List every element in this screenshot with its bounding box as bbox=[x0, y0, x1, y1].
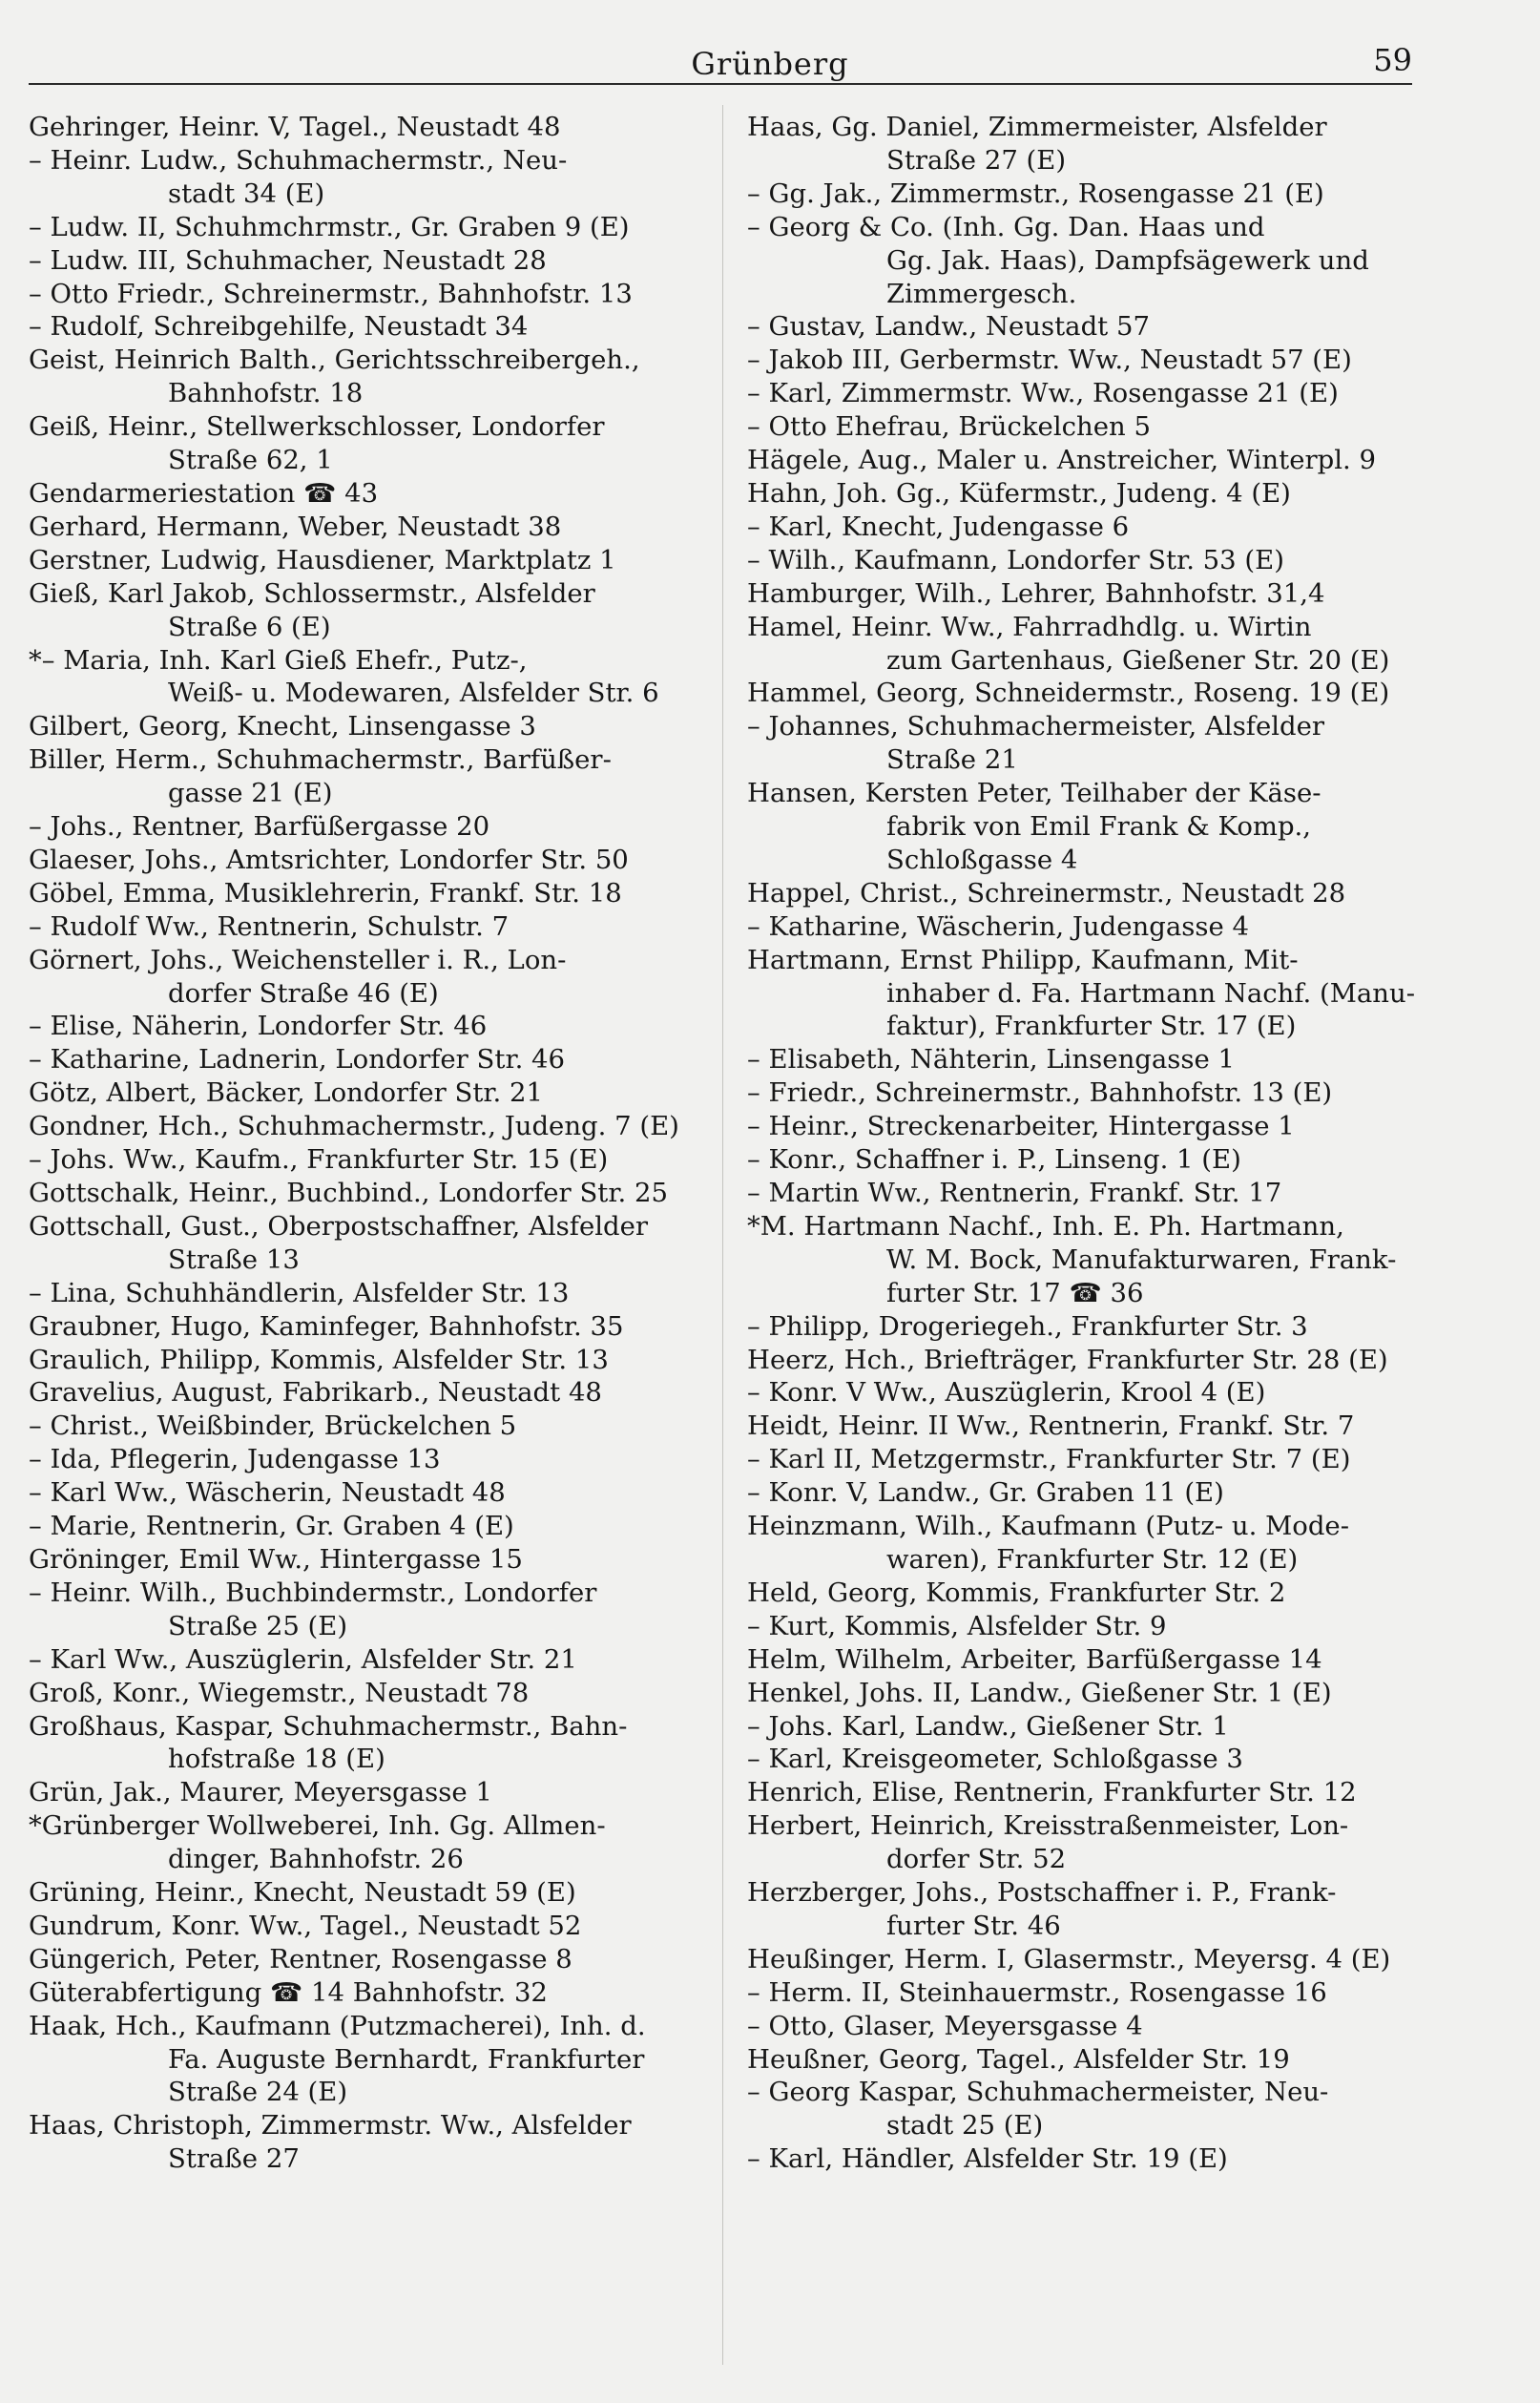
entry-continuation-line: gasse 21 (E) bbox=[168, 778, 333, 809]
entry-line: – Johannes, Schuhmachermeister, Alsfelder bbox=[747, 711, 1325, 742]
entry-line: – Konr. V, Landw., Gr. Graben 11 (E) bbox=[747, 1477, 1224, 1509]
entry-line: Haak, Hch., Kaufmann (Putzmacherei), Inh. d. bbox=[29, 2010, 646, 2041]
directory-entry bbox=[29, 577, 723, 644]
entry-line: – Elise, Näherin, Londorfer Str. 46 bbox=[29, 1011, 488, 1042]
directory-entry bbox=[29, 344, 723, 410]
entry-line: Gendarmeriestation ☎ 43 bbox=[29, 477, 379, 509]
entry-line: Gundrum, Konr. Ww., Tagel., Neustadt 52 bbox=[29, 1910, 582, 1941]
header-rule bbox=[29, 83, 1412, 85]
directory-entry bbox=[747, 1043, 1442, 1076]
directory-entry bbox=[747, 1476, 1442, 1510]
entry-line: – Johs., Rentner, Barfüßergasse 20 bbox=[29, 811, 490, 843]
directory-entry bbox=[747, 877, 1442, 910]
entry-line: – Johs. Ww., Kaufm., Frankfurter Str. 15 (E) bbox=[29, 1144, 609, 1176]
entry-continuation-line: furter Str. 46 bbox=[886, 1910, 1061, 1941]
entry-continuation-line: Straße 24 (E) bbox=[168, 2077, 348, 2108]
entry-line: Geiß, Heinr., Stellwerkschlosser, Londorfer bbox=[29, 411, 605, 443]
directory-entry bbox=[29, 1310, 723, 1344]
directory-entry bbox=[747, 2076, 1442, 2142]
entry-line: Hansen, Kersten Peter, Teilhaber der Käse- bbox=[747, 778, 1321, 809]
directory-entry bbox=[747, 1143, 1442, 1177]
directory-entry bbox=[747, 111, 1442, 178]
entry-line: – Karl Ww., Auszüglerin, Alsfelder Str. 21 bbox=[29, 1643, 577, 1675]
entry-line: Gehringer, Heinr. V, Tagel., Neustadt 48 bbox=[29, 112, 561, 142]
entry-line: Gerstner, Ludwig, Hausdiener, Marktplatz 1 bbox=[29, 544, 616, 575]
directory-entry bbox=[29, 910, 723, 944]
entry-line: Biller, Herm., Schuhmachermstr., Barfüßer- bbox=[29, 744, 612, 776]
entry-line: – Kurt, Kommis, Alsfelder Str. 9 bbox=[747, 1610, 1167, 1641]
entry-line: – Friedr., Schreinermstr., Bahnhofstr. 13 (E) bbox=[747, 1077, 1333, 1109]
directory-entry bbox=[29, 410, 723, 477]
entry-line: – Otto Ehefrau, Brückelchen 5 bbox=[747, 411, 1151, 443]
entry-line: – Philipp, Drogeriegeh., Frankfurter Str. 3 bbox=[747, 1310, 1308, 1342]
directory-entry bbox=[747, 1943, 1442, 1976]
entry-line: – Katharine, Ladnerin, Londorfer Str. 46 bbox=[29, 1044, 566, 1076]
entry-line: – Wilh., Kaufmann, Londorfer Str. 53 (E) bbox=[747, 544, 1284, 575]
entry-line: – Gustav, Landw., Neustadt 57 bbox=[747, 311, 1150, 343]
entry-line: – Rudolf Ww., Rentnerin, Schulstr. 7 bbox=[29, 910, 510, 942]
entry-continuation-line: dinger, Bahnhofstr. 26 bbox=[168, 1844, 464, 1875]
directory-entry bbox=[747, 1376, 1442, 1410]
directory-entry bbox=[29, 844, 723, 877]
entry-continuation-line: Schloßgasse 4 bbox=[886, 844, 1078, 875]
entry-continuation-line: Straße 13 bbox=[168, 1243, 300, 1275]
entry-line: Heußner, Georg, Tagel., Alsfelder Str. 19 bbox=[747, 2043, 1290, 2075]
entry-line: Gravelius, August, Fabrikarb., Neustadt 48 bbox=[29, 1377, 602, 1409]
left-column bbox=[29, 111, 723, 2176]
directory-entry bbox=[29, 1110, 723, 1143]
directory-entry bbox=[29, 1410, 723, 1443]
entry-line: Görnert, Johs., Weichensteller i. R., Lon- bbox=[29, 944, 567, 975]
entry-line: – Karl, Knecht, Judengasse 6 bbox=[747, 511, 1130, 542]
entry-continuation-line: Straße 6 (E) bbox=[168, 611, 331, 642]
entry-line: – Ludw. II, Schuhmchrmstr., Gr. Graben 9 (E) bbox=[29, 211, 630, 242]
directory-entry bbox=[747, 211, 1442, 311]
directory-entry bbox=[29, 1210, 723, 1277]
entry-continuation-line: Zimmergesch. bbox=[886, 278, 1077, 309]
entry-line: Hammel, Georg, Schneidermstr., Roseng. 19 (E) bbox=[747, 678, 1390, 709]
directory-entry bbox=[29, 1910, 723, 1943]
directory-entry bbox=[747, 1677, 1442, 1710]
directory-entry bbox=[29, 1543, 723, 1577]
entry-line: Gondner, Hch., Schuhmachermstr., Judeng. 7 (E) bbox=[29, 1111, 679, 1142]
directory-entry bbox=[747, 1577, 1442, 1610]
directory-entry bbox=[29, 1710, 723, 1777]
directory-entry bbox=[747, 377, 1442, 410]
directory-entry bbox=[747, 310, 1442, 344]
directory-entry bbox=[29, 710, 723, 743]
directory-entry bbox=[747, 710, 1442, 777]
entry-line: Grün, Jak., Maurer, Meyersgasse 1 bbox=[29, 1777, 492, 1808]
directory-entry bbox=[747, 1776, 1442, 1809]
directory-entry bbox=[29, 1177, 723, 1210]
directory-entry bbox=[747, 677, 1442, 710]
entry-line: – Karl Ww., Wäscherin, Neustadt 48 bbox=[29, 1477, 506, 1509]
entry-line: Gröninger, Emil Ww., Hintergasse 15 bbox=[29, 1543, 523, 1575]
entry-line: – Karl II, Metzgermstr., Frankfurter Str. 7 (E) bbox=[747, 1444, 1351, 1475]
entry-continuation-line: Straße 62, 1 bbox=[168, 445, 333, 476]
directory-entry bbox=[29, 944, 723, 1011]
directory-entry bbox=[747, 444, 1442, 477]
entry-line: – Lina, Schuhhändlerin, Alsfelder Str. 13 bbox=[29, 1277, 570, 1308]
directory-entry bbox=[747, 1876, 1442, 1943]
entry-line: Grüning, Heinr., Knecht, Neustadt 59 (E) bbox=[29, 1877, 576, 1909]
directory-entry bbox=[747, 1344, 1442, 1377]
directory-entry bbox=[29, 544, 723, 577]
entry-continuation-line: stadt 34 (E) bbox=[168, 178, 325, 209]
directory-entry bbox=[29, 1010, 723, 1043]
entry-line: Hartmann, Ernst Philipp, Kaufmann, Mit- bbox=[747, 944, 1299, 975]
directory-entry bbox=[29, 743, 723, 810]
page-header bbox=[0, 0, 1540, 95]
entry-line: Henkel, Johs. II, Landw., Gießener Str. 1 (E) bbox=[747, 1677, 1332, 1708]
directory-entry bbox=[747, 1410, 1442, 1443]
entry-line: – Martin Ww., Rentnerin, Frankf. Str. 17 bbox=[747, 1178, 1282, 1208]
directory-entry bbox=[747, 1076, 1442, 1110]
entry-line: Haas, Christoph, Zimmermstr. Ww., Alsfelder bbox=[29, 2110, 632, 2142]
directory-entry bbox=[29, 1476, 723, 1510]
entry-line: Götz, Albert, Bäcker, Londorfer Str. 21 bbox=[29, 1077, 543, 1109]
directory-entry bbox=[747, 1510, 1442, 1577]
entry-line: – Gg. Jak., Zimmermstr., Rosengasse 21 (E) bbox=[747, 178, 1324, 209]
entry-line: Groß, Konr., Wiegemstr., Neustadt 78 bbox=[29, 1677, 530, 1708]
directory-entry bbox=[747, 1443, 1442, 1476]
entry-line: Großhaus, Kaspar, Schuhmachermstr., Bahn- bbox=[29, 1710, 628, 1742]
entry-line: Haas, Gg. Daniel, Zimmermeister, Alsfelder bbox=[747, 112, 1327, 142]
right-column bbox=[747, 111, 1442, 2176]
directory-entry bbox=[747, 1310, 1442, 1344]
entry-line: Gerhard, Hermann, Weber, Neustadt 38 bbox=[29, 511, 562, 542]
directory-entry bbox=[29, 1043, 723, 1076]
directory-entry bbox=[747, 1710, 1442, 1744]
directory-entry bbox=[29, 1876, 723, 1910]
running-title: Grünberg bbox=[691, 46, 849, 82]
directory-entry bbox=[29, 144, 723, 211]
directory-entry bbox=[747, 1643, 1442, 1677]
entry-line: Herzberger, Johs., Postschaffner i. P., Frank- bbox=[747, 1877, 1337, 1909]
entry-line: – Rudolf, Schreibgehilfe, Neustadt 34 bbox=[29, 311, 529, 343]
entry-line: – Konr. V Ww., Auszüglerin, Krool 4 (E) bbox=[747, 1377, 1266, 1409]
entry-line: – Johs. Karl, Landw., Gießener Str. 1 bbox=[747, 1710, 1229, 1742]
entry-line: Güngerich, Peter, Rentner, Rosengasse 8 bbox=[29, 1943, 572, 1975]
directory-entry bbox=[29, 1076, 723, 1110]
entry-line: Gieß, Karl Jakob, Schlossermstr., Alsfelder bbox=[29, 577, 595, 609]
directory-entry bbox=[29, 1143, 723, 1177]
entry-line: – Georg Kaspar, Schuhmachermeister, Neu- bbox=[747, 2077, 1329, 2108]
directory-entry bbox=[29, 477, 723, 511]
entry-continuation-line: furter Str. 17 ☎ 36 bbox=[886, 1277, 1144, 1308]
entry-continuation-line: faktur), Frankfurter Str. 17 (E) bbox=[886, 1011, 1297, 1042]
directory-entry bbox=[747, 1110, 1442, 1143]
entry-line: – Karl, Kreisgeometer, Schloßgasse 3 bbox=[747, 1744, 1243, 1775]
entry-continuation-line: Bahnhofstr. 18 bbox=[168, 378, 364, 409]
entry-continuation-line: fabrik von Emil Frank & Komp., bbox=[886, 811, 1312, 843]
directory-entry bbox=[29, 1776, 723, 1809]
entry-line: – Elisabeth, Nähterin, Linsengasse 1 bbox=[747, 1044, 1236, 1076]
directory-entry bbox=[29, 1344, 723, 1377]
column-divider bbox=[722, 105, 723, 2365]
entry-continuation-line: W. M. Bock, Manufakturwaren, Frank- bbox=[886, 1243, 1397, 1275]
entry-line: Graulich, Philipp, Kommis, Alsfelder Str. 13 bbox=[29, 1344, 609, 1375]
directory-entry bbox=[29, 1376, 723, 1410]
entry-line: *– Maria, Inh. Karl Gieß Ehefr., Putz-, bbox=[29, 644, 528, 676]
entry-line: Heußinger, Herm. I, Glasermstr., Meyersg. 4 (E) bbox=[747, 1943, 1391, 1975]
entry-line: Happel, Christ., Schreinermstr., Neustadt 28 bbox=[747, 877, 1346, 909]
page-number: 59 bbox=[1373, 42, 1412, 78]
directory-entry bbox=[747, 2010, 1442, 2043]
entry-line: *M. Hartmann Nachf., Inh. E. Ph. Hartmann, bbox=[747, 1210, 1344, 1242]
directory-entry bbox=[747, 544, 1442, 577]
directory-entry bbox=[29, 278, 723, 311]
entry-line: – Heinr. Wilh., Buchbindermstr., Londorfer bbox=[29, 1577, 597, 1608]
entry-line: – Heinr. Ludw., Schuhmachermstr., Neu- bbox=[29, 144, 568, 176]
entry-line: Göbel, Emma, Musiklehrerin, Frankf. Str. 18 bbox=[29, 877, 622, 909]
entry-continuation-line: hofstraße 18 (E) bbox=[168, 1744, 385, 1775]
directory-entry bbox=[29, 1943, 723, 1976]
entry-continuation-line: Straße 21 bbox=[886, 744, 1018, 776]
entry-line: – Ludw. III, Schuhmacher, Neustadt 28 bbox=[29, 244, 547, 276]
entry-line: – Konr., Schaffner i. P., Linseng. 1 (E) bbox=[747, 1144, 1241, 1176]
directory-entry bbox=[29, 1976, 723, 2010]
directory-entry bbox=[29, 211, 723, 244]
entry-line: Hamel, Heinr. Ww., Fahrradhdlg. u. Wirtin bbox=[747, 611, 1312, 642]
entry-line: – Karl, Händler, Alsfelder Str. 19 (E) bbox=[747, 2143, 1228, 2175]
directory-entry bbox=[747, 1610, 1442, 1643]
directory-entry bbox=[747, 477, 1442, 511]
entry-line: Hahn, Joh. Gg., Küfermstr., Judeng. 4 (E) bbox=[747, 477, 1291, 509]
entry-line: Graubner, Hugo, Kaminfeger, Bahnhofstr. 35 bbox=[29, 1310, 624, 1342]
directory-entry bbox=[29, 2010, 723, 2110]
entry-line: Held, Georg, Kommis, Frankfurter Str. 2 bbox=[747, 1577, 1286, 1608]
entry-line: – Karl, Zimmermstr. Ww., Rosengasse 21 (E) bbox=[747, 378, 1339, 409]
directory-entry bbox=[747, 910, 1442, 944]
entry-line: Güterabfertigung ☎ 14 Bahnhofstr. 32 bbox=[29, 1976, 548, 2008]
entry-continuation-line: Weiß- u. Modewaren, Alsfelder Str. 6 bbox=[168, 678, 659, 709]
directory-entry bbox=[747, 777, 1442, 877]
directory-entry bbox=[747, 2142, 1442, 2176]
entry-line: – Herm. II, Steinhauermstr., Rosengasse 16 bbox=[747, 1976, 1327, 2008]
directory-entry bbox=[747, 178, 1442, 211]
directory-entry bbox=[29, 1577, 723, 1643]
directory-entry bbox=[29, 1277, 723, 1310]
entry-continuation-line: Straße 27 bbox=[168, 2143, 300, 2175]
entry-line: – Ida, Pflegerin, Judengasse 13 bbox=[29, 1444, 441, 1475]
entry-line: – Georg & Co. (Inh. Gg. Dan. Haas und bbox=[747, 211, 1265, 242]
directory-entry bbox=[747, 944, 1442, 1044]
directory-entry bbox=[747, 1177, 1442, 1210]
directory-entry bbox=[29, 310, 723, 344]
entry-line: Heerz, Hch., Briefträger, Frankfurter Str. 28 (E) bbox=[747, 1344, 1388, 1375]
entry-line: Herbert, Heinrich, Kreisstraßenmeister, Lon- bbox=[747, 1810, 1349, 1842]
directory-entry bbox=[747, 511, 1442, 544]
entry-continuation-line: Fa. Auguste Bernhardt, Frankfurter bbox=[168, 2043, 645, 2075]
directory-entry bbox=[747, 344, 1442, 377]
directory-entry bbox=[747, 1809, 1442, 1876]
entry-line: Geist, Heinrich Balth., Gerichtsschreibergeh., bbox=[29, 345, 640, 376]
entry-line: Henrich, Elise, Rentnerin, Frankfurter Str. 12 bbox=[747, 1777, 1357, 1808]
directory-entry bbox=[29, 1809, 723, 1876]
entry-line: Gottschall, Gust., Oberpostschaffner, Alsfelder bbox=[29, 1210, 649, 1242]
directory-entry bbox=[29, 1643, 723, 1677]
directory-entry bbox=[29, 111, 723, 144]
entry-continuation-line: dorfer Straße 46 (E) bbox=[168, 977, 439, 1009]
entry-line: – Jakob III, Gerbermstr. Ww., Neustadt 57 (E) bbox=[747, 345, 1352, 376]
entry-line: Heidt, Heinr. II Ww., Rentnerin, Frankf. Str. 7 bbox=[747, 1410, 1355, 1442]
directory-entry bbox=[747, 611, 1442, 678]
directory-entry bbox=[747, 410, 1442, 444]
entry-line: Glaeser, Johs., Amtsrichter, Londorfer Str. 50 bbox=[29, 844, 629, 875]
entry-continuation-line: dorfer Str. 52 bbox=[886, 1844, 1067, 1875]
entry-line: Gottschalk, Heinr., Buchbind., Londorfer Str. 25 bbox=[29, 1178, 668, 1208]
directory-entry bbox=[747, 577, 1442, 611]
directory-entry bbox=[29, 644, 723, 711]
entry-line: – Marie, Rentnerin, Gr. Graben 4 (E) bbox=[29, 1511, 514, 1542]
entry-line: – Otto, Glaser, Meyersgasse 4 bbox=[747, 2010, 1143, 2041]
directory-entry bbox=[29, 1443, 723, 1476]
entry-continuation-line: zum Gartenhaus, Gießener Str. 20 (E) bbox=[886, 644, 1390, 676]
entry-continuation-line: waren), Frankfurter Str. 12 (E) bbox=[886, 1543, 1299, 1575]
directory-entry bbox=[29, 1510, 723, 1543]
entry-line: Heinzmann, Wilh., Kaufmann (Putz- u. Mode- bbox=[747, 1511, 1349, 1542]
directory-entry bbox=[29, 810, 723, 844]
directory-entry bbox=[29, 511, 723, 544]
directory-entry bbox=[747, 1743, 1442, 1776]
entry-line: – Heinr., Streckenarbeiter, Hintergasse 1 bbox=[747, 1111, 1295, 1142]
entry-continuation-line: inhaber d. Fa. Hartmann Nachf. (Manu- bbox=[886, 977, 1416, 1009]
entry-line: Hamburger, Wilh., Lehrer, Bahnhofstr. 31,4 bbox=[747, 577, 1325, 609]
directory-entry bbox=[747, 1210, 1442, 1310]
entry-continuation-line: Straße 25 (E) bbox=[168, 1610, 348, 1641]
entry-line: – Otto Friedr., Schreinermstr., Bahnhofstr. 13 bbox=[29, 278, 633, 309]
entry-continuation-line: stadt 25 (E) bbox=[886, 2110, 1044, 2142]
entry-line: Hägele, Aug., Maler u. Anstreicher, Winterpl. 9 bbox=[747, 445, 1376, 476]
directory-entry bbox=[747, 1976, 1442, 2010]
directory-entry bbox=[747, 2043, 1442, 2077]
entry-line: Helm, Wilhelm, Arbeiter, Barfüßergasse 14 bbox=[747, 1643, 1322, 1675]
entry-line: *Grünberger Wollweberei, Inh. Gg. Allmen- bbox=[29, 1810, 606, 1842]
directory-entry bbox=[29, 1677, 723, 1710]
entry-line: – Christ., Weißbinder, Brückelchen 5 bbox=[29, 1410, 517, 1442]
entry-line: – Katharine, Wäscherin, Judengasse 4 bbox=[747, 910, 1249, 942]
directory-entry bbox=[29, 877, 723, 910]
entry-continuation-line: Gg. Jak. Haas), Dampfsägewerk und bbox=[886, 244, 1369, 276]
entry-line: Gilbert, Georg, Knecht, Linsengasse 3 bbox=[29, 711, 536, 742]
directory-entry bbox=[29, 2109, 723, 2176]
directory-entry bbox=[29, 244, 723, 278]
entry-continuation-line: Straße 27 (E) bbox=[886, 144, 1067, 176]
